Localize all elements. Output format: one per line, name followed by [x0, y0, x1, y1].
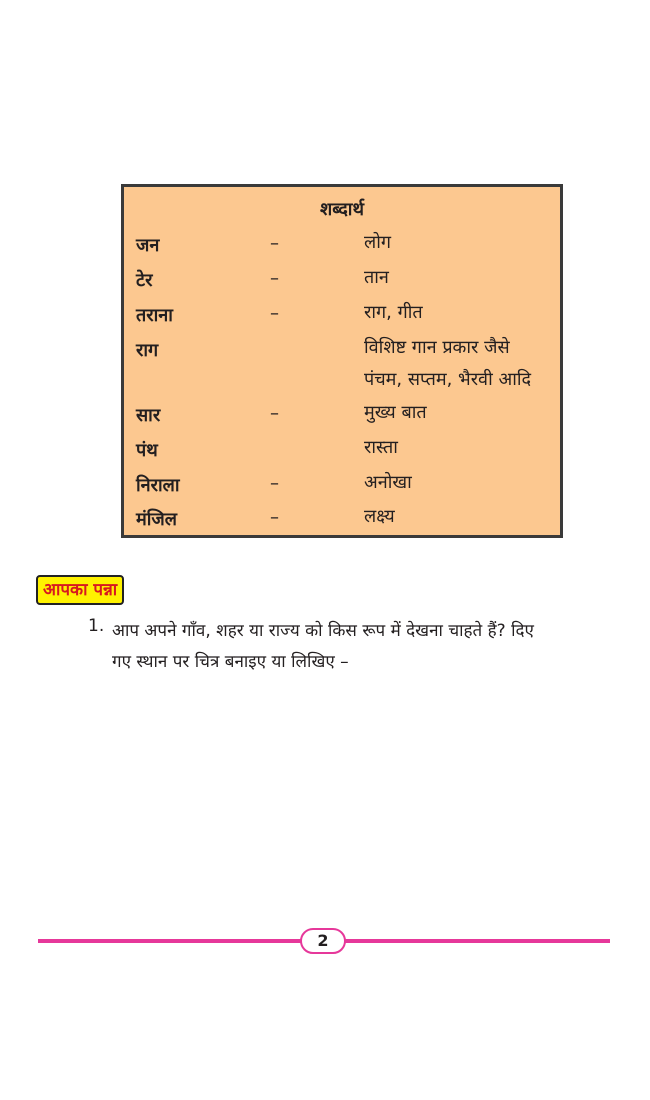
glossary-meaning-line: पंचम, सप्तम, भैरवी आदि	[364, 369, 532, 390]
glossary-meaning	[364, 467, 559, 499]
glossary-meaning	[364, 227, 559, 259]
glossary-dash: –	[270, 507, 279, 528]
glossary-term: राग	[136, 340, 159, 361]
section-label: आपका पन्ना	[36, 575, 124, 605]
footer-rule-left	[38, 939, 302, 943]
glossary-meaning	[364, 297, 559, 329]
question-text	[112, 616, 612, 678]
glossary-dash: –	[270, 233, 279, 254]
glossary-meaning-line: विशिष्ट गान प्रकार जैसे	[364, 337, 510, 358]
glossary-meaning-line: लोग	[364, 232, 391, 253]
glossary-term: सार	[136, 405, 161, 426]
glossary-row	[124, 507, 560, 541]
glossary-title: शब्दार्थ	[320, 199, 364, 220]
glossary-meaning	[364, 262, 559, 294]
footer-rule-right	[344, 939, 610, 943]
glossary-term: पंथ	[136, 440, 158, 461]
glossary-term: टेर	[136, 270, 153, 291]
glossary-dash: –	[270, 303, 279, 324]
glossary-meaning-line: राग, गीत	[364, 302, 423, 323]
glossary-term: जन	[136, 235, 160, 256]
glossary-term: तराना	[136, 305, 173, 326]
glossary-row	[124, 338, 560, 402]
page-number: 2	[300, 928, 346, 954]
glossary-meaning	[364, 432, 559, 464]
glossary-box	[121, 184, 563, 538]
glossary-dash: –	[270, 268, 279, 289]
glossary-meaning	[364, 397, 559, 429]
glossary-meaning-line: मुख्य बात	[364, 402, 427, 423]
question-line: गए स्थान पर चित्र बनाइए या लिखिए –	[112, 652, 349, 672]
glossary-term: मंजिल	[136, 509, 177, 530]
glossary-meaning-line: रास्ता	[364, 437, 398, 458]
glossary-dash: –	[270, 403, 279, 424]
glossary-meaning-line: तान	[364, 267, 389, 288]
glossary-meaning	[364, 332, 559, 396]
glossary-meaning-line: अनोखा	[364, 472, 412, 493]
glossary-meaning	[364, 501, 559, 533]
glossary-term: निराला	[136, 475, 180, 496]
glossary-dash: –	[270, 473, 279, 494]
question-line: आप अपने गाँव, शहर या राज्य को किस रूप में देखना चाहते हैं? दिए	[112, 621, 534, 641]
question-number: 1.	[88, 616, 105, 636]
glossary-meaning-line: लक्ष्य	[364, 506, 395, 527]
